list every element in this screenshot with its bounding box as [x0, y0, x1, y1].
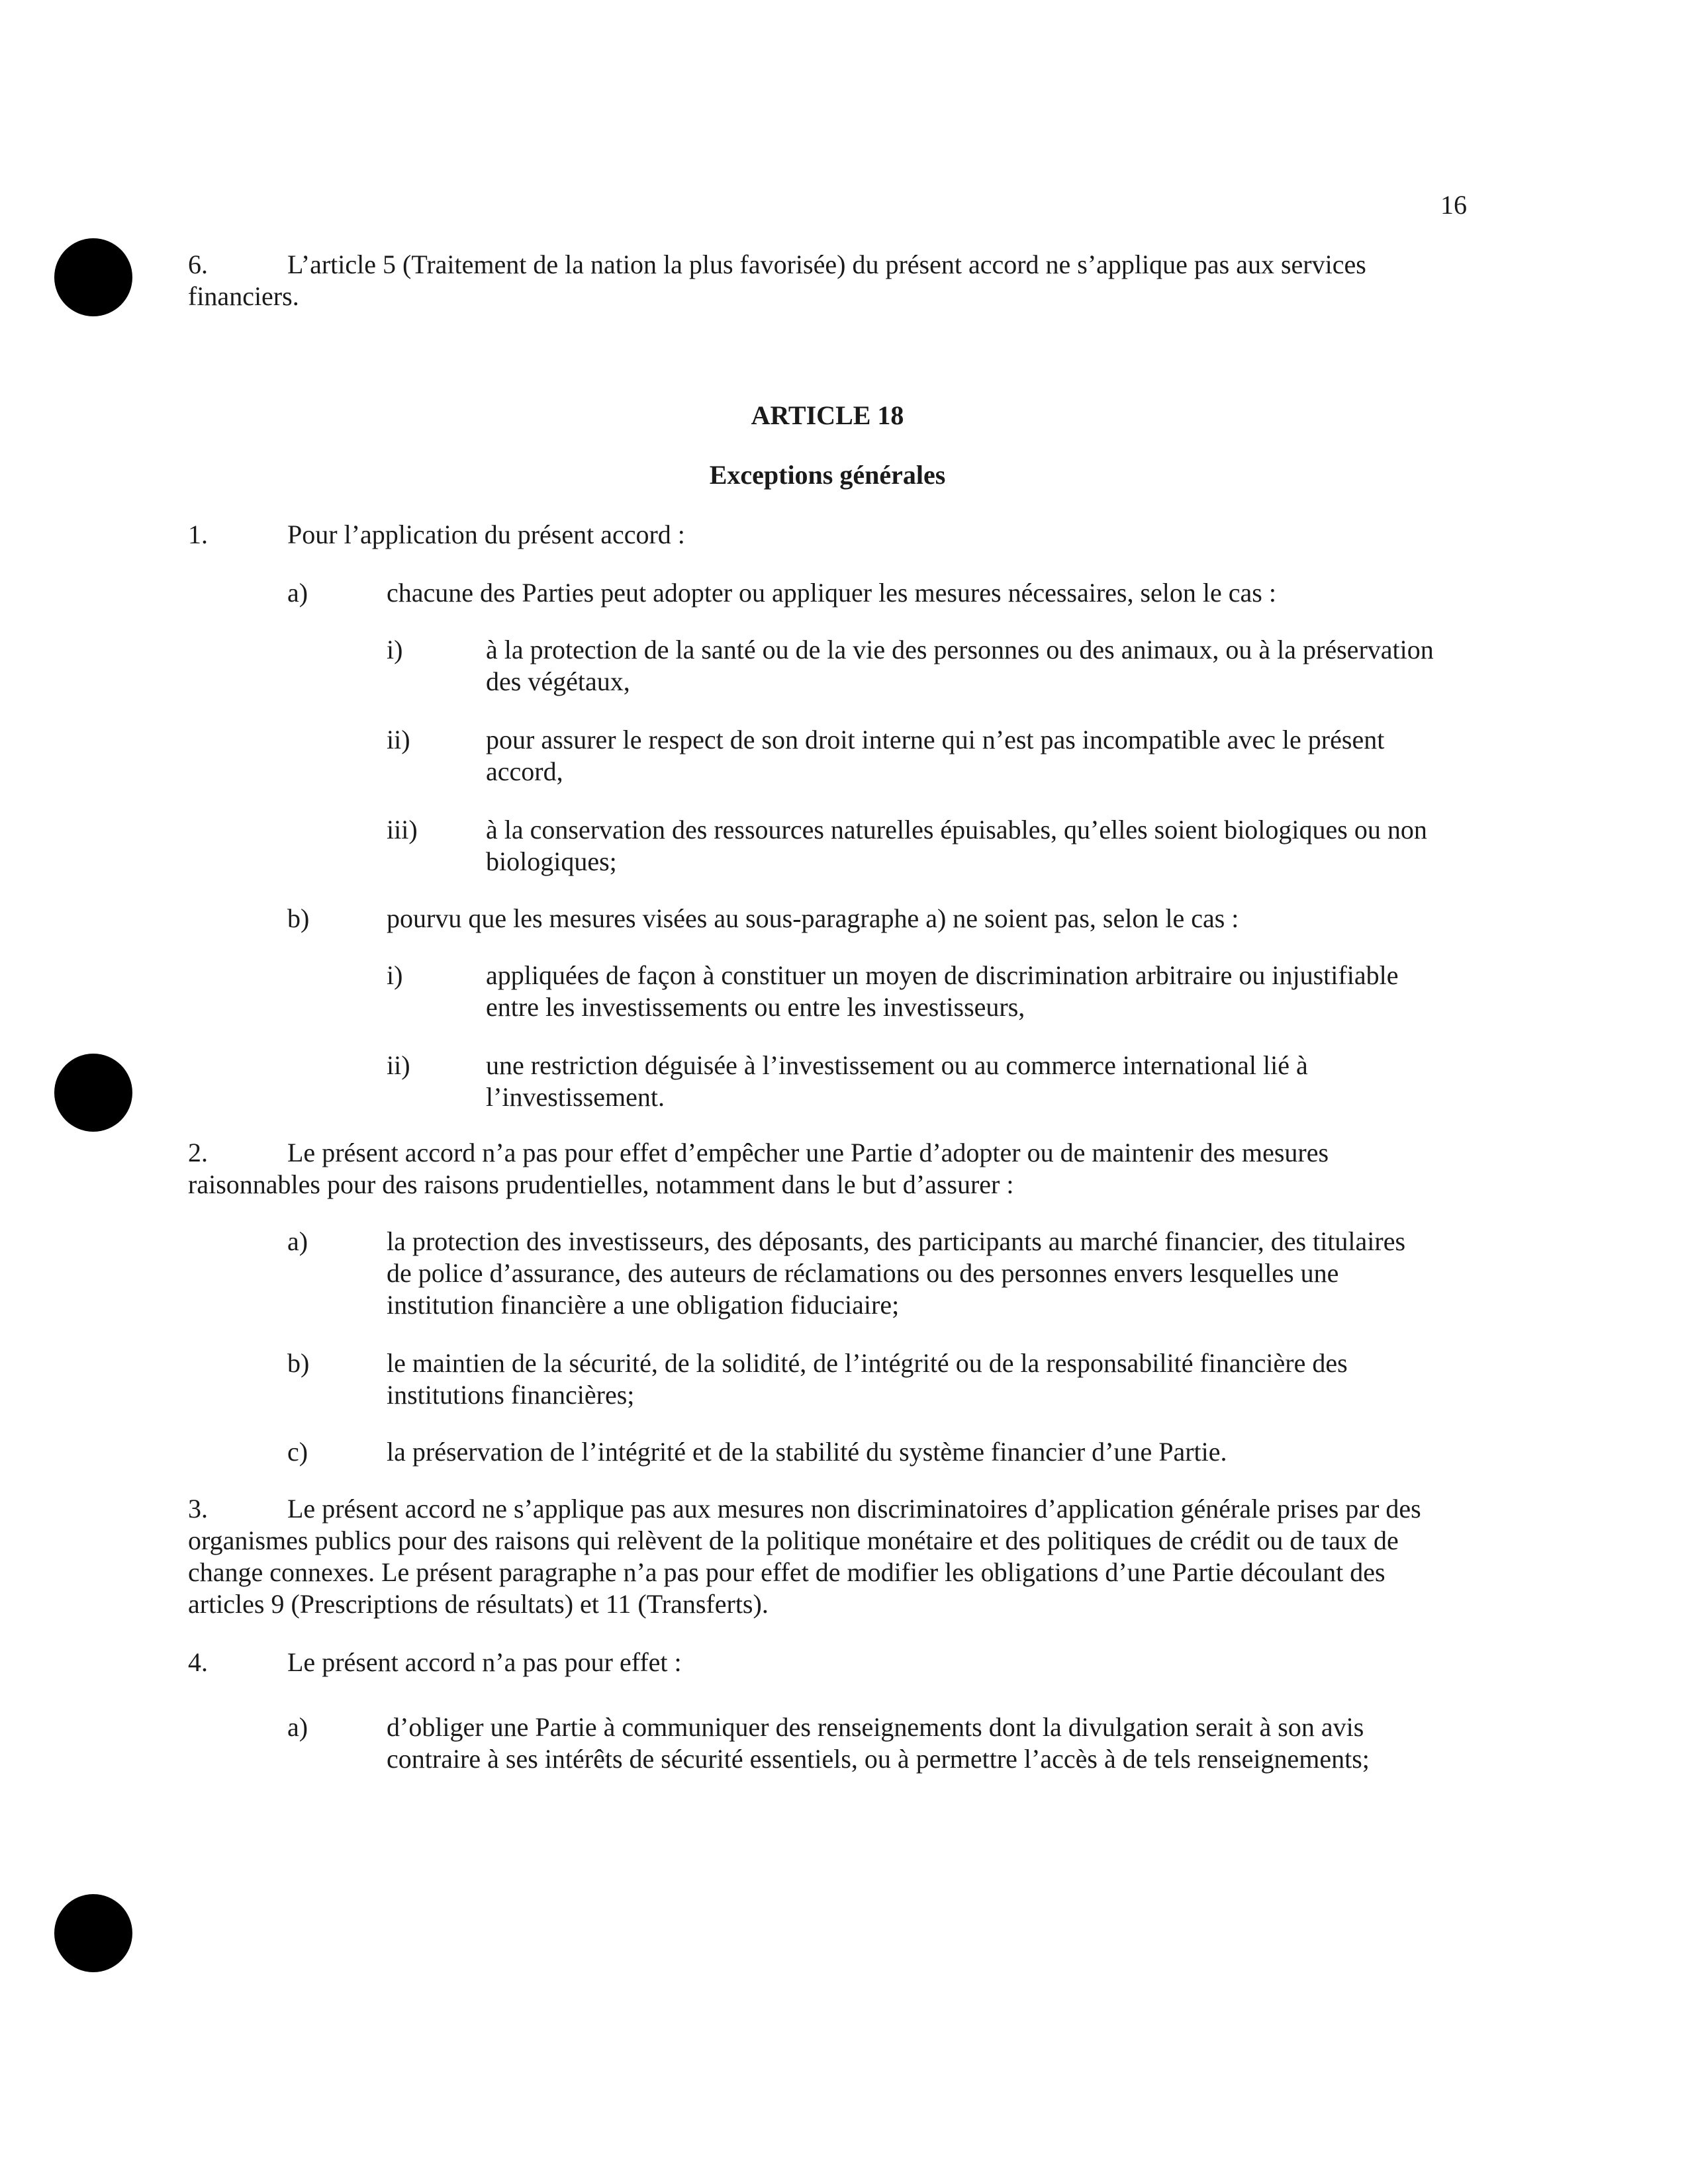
- para-1-a-ii-line-1: pour assurer le respect de son droit interne qui n’est pas incompatible avec le présent: [486, 725, 1385, 754]
- para-1-b-i-line-1: appliquées de façon à constituer un moyen de discrimination arbitraire ou injustifiable: [486, 960, 1399, 990]
- para-1-a-ii-line-2: accord,: [486, 756, 563, 786]
- para-1-a-ii-label: ii): [387, 725, 410, 754]
- para-1-a-text: chacune des Parties peut adopter ou appliquer les mesures nécessaires, selon le cas :: [387, 578, 1276, 608]
- para-2-b-line-1: le maintien de la sécurité, de la solidité, de l’intégrité ou de la responsabilité financière des: [387, 1348, 1348, 1378]
- para-6-line-1: L’article 5 (Traitement de la nation la plus favorisée) du présent accord ne s’applique pas aux services: [287, 250, 1366, 279]
- para-1-a-iii-label: iii): [387, 815, 418, 844]
- para-3-line-1: Le présent accord ne s’applique pas aux mesures non discriminatoires d’application générale prises par des: [287, 1494, 1421, 1524]
- para-3-line-2: organismes publics pour des raisons qui relèvent de la politique monétaire et des politiques de crédit ou de taux de: [188, 1525, 1399, 1555]
- para-1-b-ii-line-1: une restriction déguisée à l’investissement ou au commerce international lié à: [486, 1050, 1308, 1080]
- page-number: 16: [1440, 190, 1467, 220]
- para-1-intro: Pour l’application du présent accord :: [287, 520, 685, 549]
- para-1-a-i-line-1: à la protection de la santé ou de la vie des personnes ou des animaux, ou à la préservation: [486, 635, 1434, 664]
- para-4-a-label: a): [287, 1712, 308, 1742]
- para-1-b-ii-line-2: l’investissement.: [486, 1082, 665, 1112]
- para-2-number: 2.: [188, 1138, 208, 1167]
- punch-hole-bottom: [54, 1894, 132, 1972]
- para-6-number: 6.: [188, 250, 208, 279]
- para-4-intro: Le présent accord n’a pas pour effet :: [287, 1647, 682, 1677]
- para-1-b-label: b): [287, 903, 310, 933]
- para-2-b-label: b): [287, 1348, 310, 1378]
- para-3-number: 3.: [188, 1494, 208, 1524]
- article-subtitle: Exceptions générales: [709, 460, 946, 490]
- para-2-line-1: Le présent accord n’a pas pour effet d’empêcher une Partie d’adopter ou de maintenir des mesures: [287, 1138, 1329, 1167]
- para-1-a-i-line-2: des végétaux,: [486, 666, 630, 696]
- para-3-line-4: articles 9 (Prescriptions de résultats) et 11 (Transferts).: [188, 1589, 769, 1619]
- para-3-line-3: change connexes. Le présent paragraphe n’a pas pour effet de modifier les obligations d’une Partie découlant des: [188, 1557, 1385, 1587]
- para-2-c-label: c): [287, 1437, 308, 1467]
- para-1-a-i-label: i): [387, 635, 403, 664]
- para-4-a-line-1: d’obliger une Partie à communiquer des renseignements dont la divulgation serait à son avis: [387, 1712, 1364, 1742]
- para-1-a-iii-line-1: à la conservation des ressources naturelles épuisables, qu’elles soient biologiques ou non: [486, 815, 1427, 844]
- para-1-b-text: pourvu que les mesures visées au sous-paragraphe a) ne soient pas, selon le cas :: [387, 903, 1239, 933]
- para-2-a-line-2: de police d’assurance, des auteurs de réclamations ou des personnes envers lesquelles une: [387, 1258, 1339, 1288]
- para-1-b-i-label: i): [387, 960, 403, 990]
- para-2-c-line-1: la préservation de l’intégrité et de la stabilité du système financier d’une Partie.: [387, 1437, 1227, 1467]
- para-1-a-iii-line-2: biologiques;: [486, 846, 617, 876]
- para-6-line-2: financiers.: [188, 281, 299, 311]
- para-2-a-label: a): [287, 1226, 308, 1256]
- para-2-a-line-1: la protection des investisseurs, des déposants, des participants au marché financier, des titulaires: [387, 1226, 1406, 1256]
- para-1-b-i-line-2: entre les investissements ou entre les investisseurs,: [486, 992, 1025, 1022]
- para-4-a-line-2: contraire à ses intérêts de sécurité essentiels, ou à permettre l’accès à de tels renseignements;: [387, 1744, 1370, 1774]
- para-2-a-line-3: institution financière a une obligation fiduciaire;: [387, 1290, 900, 1320]
- para-1-number: 1.: [188, 520, 208, 549]
- para-4-number: 4.: [188, 1647, 208, 1677]
- para-2-line-2: raisonnables pour des raisons prudentielles, notamment dans le but d’assurer :: [188, 1169, 1014, 1199]
- para-2-b-line-2: institutions financières;: [387, 1380, 635, 1410]
- para-1-b-ii-label: ii): [387, 1050, 410, 1080]
- para-1-a-label: a): [287, 578, 308, 608]
- punch-hole-middle: [54, 1054, 132, 1132]
- article-title: ARTICLE 18: [751, 400, 904, 430]
- punch-hole-top: [54, 238, 132, 316]
